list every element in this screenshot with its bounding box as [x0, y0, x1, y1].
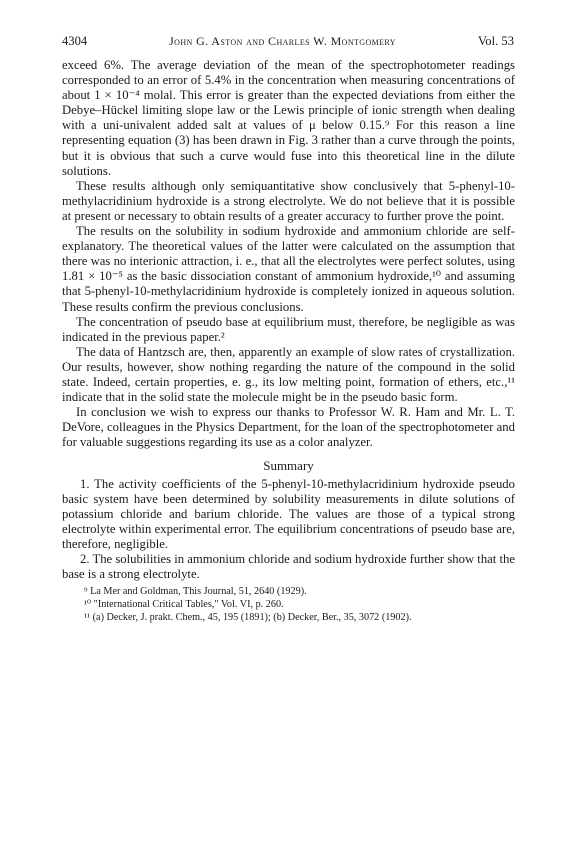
page-number: 4304 — [62, 34, 88, 48]
paragraph: The results on the solubility in sodium hydroxide and ammonium chloride are self-explanatory. The theoretical values of the latter were calculated on the assumption that there was no interionic attraction, i. e., that all the electrolytes were perfect solutes, using 1.81 × 10⁻⁵ as the basic dissociation constant of ammonium hydroxide,¹⁰ and assuming that 5-phenyl-10-methylacridinium hydroxide is completely ionized in aqueous solution. These results confirm the previous conclusions. — [62, 224, 515, 314]
paragraph: The concentration of pseudo base at equilibrium must, therefore, be negligible as was indicated in the previous paper.² — [62, 314, 515, 344]
paragraph: The data of Hantzsch are, then, apparently an example of slow rates of crystallization. Our results, however, show nothing regarding the nature of the compound in the solid state. Indeed, certain properties, e. g., its low melting point, formation of ethers, etc.,¹¹ indicate that in the solid state the molecule might be in the pseudo basic form. — [62, 344, 515, 405]
paragraph: These results although only semiquantitative show conclusively that 5-phenyl-10-methylacridinium hydroxide is a strong electrolyte. We do not believe that it is possible at present or necessary to obtain results of a greater accuracy to further prove the point. — [62, 178, 515, 223]
footnote: ¹⁰ "International Critical Tables," Vol. VI, p. 260. — [84, 598, 284, 610]
summary-item: 1. The activity coefficients of the 5-phenyl-10-methylacridinium hydroxide pseudo basic system have been determined by solubility measurements in dilute solutions of potassium chloride and barium chloride. The values are those of a typical strong electrolyte within experimental error. The equilibrium concentrations of pseudo base are, therefore, negligible. — [62, 476, 515, 551]
footnote: ¹¹ (a) Decker, J. prakt. Chem., 45, 195 (1891); (b) Decker, Ber., 35, 3072 (1902). — [84, 611, 412, 623]
footnotes — [62, 586, 515, 624]
paragraph-continued: exceed 6%. The average deviation of the mean of the spectrophotometer readings corresponded to an error of 5.4% in the concentration when measuring concentrations of about 1 × 10⁻⁴ molal. This error is greater than the expected deviations from either the Debye–Hückel limiting slope law or the Lewis principle of ionic strength when dealing with a uni-univalent added salt at values of μ below 0.15.⁹ For this reason a line representing equation (3) has been drawn in Fig. 3 rather than a curve through the points, but it is obvious that such a curve would fuse into this theoretical line in the dilute solutions. — [62, 58, 515, 178]
summary-heading: Summary — [263, 458, 314, 474]
summary-list — [62, 477, 515, 583]
running-title: John G. Aston and Charles W. Montgomery — [169, 34, 396, 48]
summary-item: 2. The solubilities in ammonium chloride and sodium hydroxide further show that the base is a strong electrolyte. — [62, 552, 515, 582]
article-body — [62, 58, 515, 625]
paragraph: In conclusion we wish to express our thanks to Professor W. R. Ham and Mr. L. T. DeVore, colleagues in the Physics Department, for the loan of the spectrophotometer and for valuable suggestions regarding its use as a color analyzer. — [62, 405, 515, 450]
volume-label: Vol. 53 — [477, 34, 514, 48]
footnote: ⁹ La Mer and Goldman, This Journal, 51, 2640 (1929). — [84, 586, 307, 598]
page-header — [62, 34, 514, 49]
